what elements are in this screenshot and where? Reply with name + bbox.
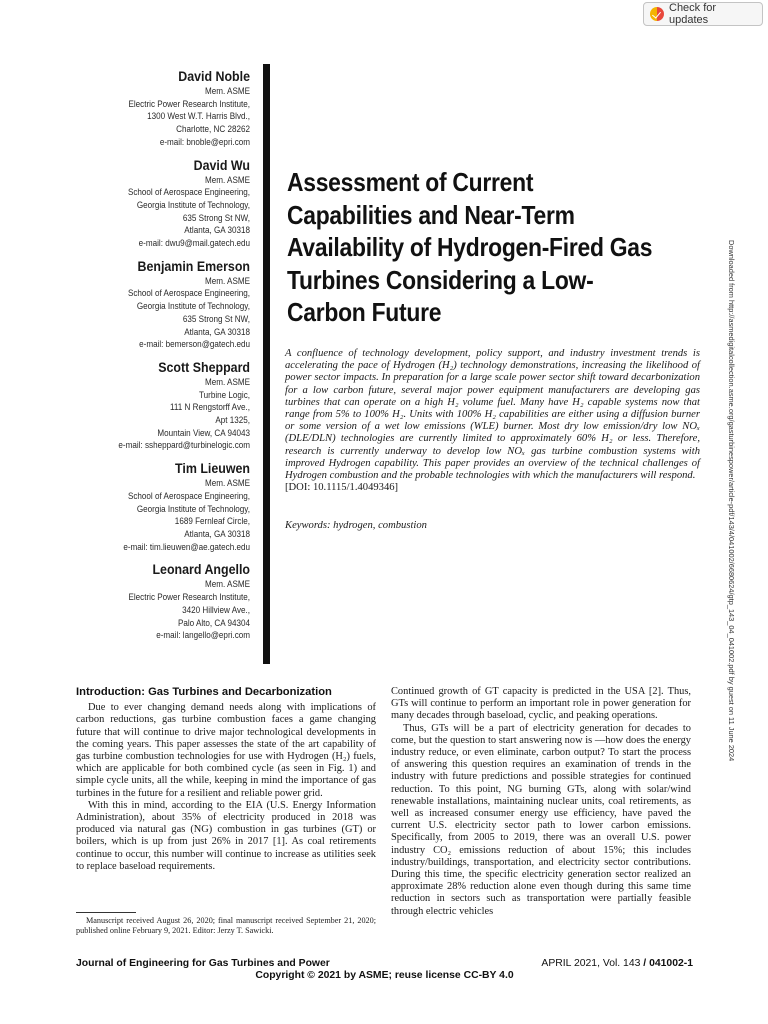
author-affiliation: School of Aerospace Engineering, [127, 288, 250, 299]
author-affiliation: Mem. ASME [204, 478, 250, 489]
author-block [60, 157, 250, 250]
author-affiliation: School of Aerospace Engineering, [127, 187, 250, 198]
author-email[interactable]: e-mail: tim.lieuwen@ae.gatech.edu [123, 541, 250, 552]
download-notice: Downloaded from http://asmedigitalcollection.asme.org/gasturbinespower/article-pdf/143/4/041002/6680624/gtp_143_04_041002.pdf by guest on 11 June 2024 [727, 240, 736, 762]
check-for-updates-label: Check for updates [669, 2, 717, 26]
author-affiliation: Mem. ASME [204, 579, 250, 590]
crossmark-icon [650, 7, 664, 21]
body-paragraph: Due to ever changing demand needs along with implications of carbon reductions, gas turbine combustion faces a game changing future that will continue to drive major technological developments in the coming years. This paper assesses the state of the art capability of gas turbine combustion technologies for use with Hydrogen (H₂) fuels, which are applicable for both combined cycle (as seen in Fig. 1) and simple cycle units, all the while, keeping in mind the importance of gas turbines in the future for a resilient and reliable power grid. [76, 702, 376, 799]
author-affiliation: 635 Strong St NW, [182, 313, 250, 324]
author-email[interactable]: e-mail: bemerson@gatech.edu [139, 339, 250, 350]
author-block [60, 561, 250, 642]
copyright-notice: Copyright © 2021 by ASME; reuse license CC-BY 4.0 [255, 970, 514, 981]
page-footer [76, 958, 693, 969]
issue-date-volume: APRIL 2021, Vol. 143 [541, 958, 641, 969]
author-name: David Wu [193, 157, 250, 173]
body-column-right [391, 686, 691, 918]
author-name: Benjamin Emerson [137, 258, 250, 274]
author-name: David Noble [178, 69, 250, 84]
author-email[interactable]: e-mail: ssheppard@turbinelogic.com [118, 440, 250, 451]
author-affiliation: 1689 Fernleaf Circle, [174, 516, 250, 527]
section-heading: Introduction: Gas Turbines and Decarbonization [76, 686, 332, 698]
author-affiliation: Atlanta, GA 30318 [184, 528, 250, 539]
body-paragraph: With this in mind, according to the EIA (U.S. Energy Information Administration), about 35% of electricity produced in 2018 was produced via natural gas (NG) combustion in gas turbines (GT) or boilers, which is up from just 26% in 2017 [1]. As coal retirements continue to occur, this number will continue to increase as utilities seek to replace baseload requirements. [76, 799, 376, 872]
author-name: Leonard Angello [152, 562, 250, 578]
author-affiliation: Atlanta, GA 30318 [184, 326, 250, 337]
author-affiliation: Electric Power Research Institute, [128, 98, 250, 109]
author-affiliation: Mountain View, CA 94043 [157, 427, 250, 438]
author-affiliation: Mem. ASME [204, 376, 250, 387]
keywords: Keywords: hydrogen, combustion [285, 520, 427, 531]
author-affiliation: Georgia Institute of Technology, [136, 199, 250, 210]
author-affiliation: Georgia Institute of Technology, [136, 301, 250, 312]
author-name: Scott Sheppard [158, 359, 250, 375]
check-for-updates-button[interactable] [643, 2, 763, 26]
journal-name: Journal of Engineering for Gas Turbines and Power [76, 958, 330, 969]
author-block [60, 460, 250, 553]
author-name: Tim Lieuwen [175, 461, 250, 477]
author-block [60, 258, 250, 351]
author-affiliation: 635 Strong St NW, [182, 212, 250, 223]
author-affiliation: Atlanta, GA 30318 [184, 225, 250, 236]
body-paragraph: Continued growth of GT capacity is predicted in the USA [2]. Thus, GTs will continue to perform an important role in power generation for many decades through baseload, cyclic, and peaking operations. [391, 686, 691, 722]
body-column-left [76, 686, 376, 873]
title-divider-bar [263, 64, 270, 664]
body-paragraph: Thus, GTs will be a part of electricity generation for decades to come, but the question to start answering now is —how does the energy industry reduce, or even eliminate, carbon output? To start the process of answering this question requires an examination of trends in the industry with future predictions and possible strategies for continued reduction. To this point, NG burning GTs, along with solar/wind renewable installations, maintaining nuclear units, coal retirements, as well as increased consumer energy use efficiency, have paved the current U.S. electricity sector path to lower carbon emissions. Specifically, from 2005 to 2019, there was an overall U.S. power industry CO₂ emissions reduction of about 15%; this includes industry/buildings, transportation, and electricity sector contributions. During this time, the specific electricity generation sector realized an approximate 28% reduction alone even though during this same time reduction in sectors such as transportation were partially feasible through electric vehicles [391, 722, 691, 917]
footnote-rule [76, 912, 136, 913]
author-affiliation: Mem. ASME [204, 86, 250, 96]
issue-info [541, 958, 693, 969]
author-affiliation: Georgia Institute of Technology, [136, 503, 250, 514]
author-affiliation: Electric Power Research Institute, [128, 592, 250, 603]
author-affiliation: Mem. ASME [204, 275, 250, 286]
doi-link[interactable]: [DOI: 10.1115/1.4049346] [285, 482, 399, 494]
manuscript-footnote: Manuscript received August 26, 2020; final manuscript received September 21, 2020; published online February 9, 2021. Editor: Jerzy T. Sawicki. [76, 916, 376, 936]
author-affiliation: Charlotte, NC 28262 [176, 124, 250, 135]
author-email[interactable]: e-mail: bnoble@epri.com [159, 136, 250, 147]
article-number: 041002-1 [649, 958, 693, 969]
author-affiliation: 1300 West W.T. Harris Blvd., [147, 111, 250, 122]
abstract [285, 348, 700, 494]
paper-title: Assessment of Current Capabilities and Near-Term Availability of Hydrogen-Fired Gas Turbines Considering a Low-Carbon Future [287, 167, 653, 327]
author-affiliation: Mem. ASME [204, 174, 250, 185]
author-email[interactable]: e-mail: dwu9@mail.gatech.edu [138, 238, 250, 249]
issue-separator: / [643, 958, 647, 969]
author-affiliation: School of Aerospace Engineering, [127, 490, 250, 501]
author-affiliation: Palo Alto, CA 94304 [177, 617, 250, 628]
author-affiliation: Apt 1325, [215, 415, 250, 426]
author-affiliation: Turbine Logic, [198, 389, 250, 400]
abstract-text: A confluence of technology development, policy support, and industry investment trends is accelerating the pace of Hydrogen (H₂) technology demonstrations, increasing the likelihood of power sector impacts. In preparation for a large scale power sector shift toward decarbonization for a low carbon future, several major power equipment manufacturers are developing gas turbines that can operate on a high H₂ volume fuel. Many have H₂ capable systems now that range from 5% to 100% H₂. Units with 100% H₂ capabilities are either using a diffusion burner or some version of a wet low emissions (WLE) burner. Most dry low emission/dry low NOₓ (DLE/DLN) technologies are currently limited to approximately 60% H₂ or less. Therefore, research is currently underway to develop low NOₓ gas turbine combustion systems with improved Hydrogen capability. This paper provides an overview of the technical challenges of Hydrogen combustion and the probable technologies with which the manufacturers will respond. [285, 348, 700, 482]
author-block [60, 68, 250, 149]
author-affiliation: 111 N Rengstorff Ave., [169, 402, 250, 413]
author-email[interactable]: e-mail: langello@epri.com [156, 630, 250, 641]
author-affiliation: 3420 Hillview Ave., [182, 604, 250, 615]
author-block [60, 359, 250, 452]
author-list [60, 68, 250, 650]
